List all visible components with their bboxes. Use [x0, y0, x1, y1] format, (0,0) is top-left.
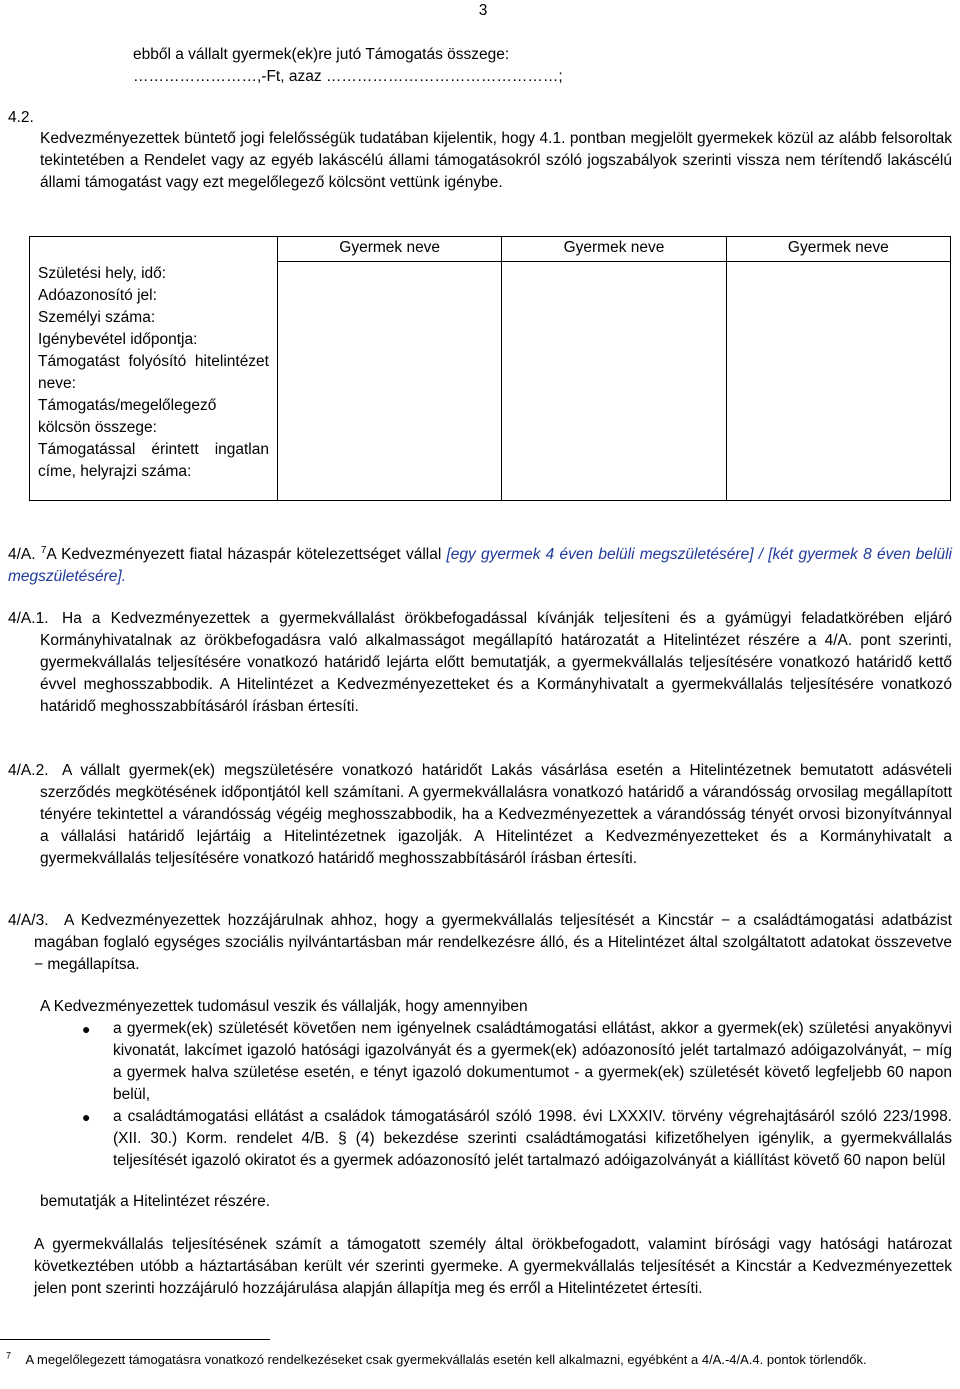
acknowledge-closing: bemutatják a Hitelintézet részére. — [40, 1193, 271, 1210]
footnote-text: A megelőlegezett támogatásra vonatkozó rendelkezéseket csak gyermekvállalás esetén kell alkalmazni, egyébként a 4/A.-4/A.4. pontok törlendők. — [25, 1352, 867, 1367]
row-label-date: Igénybevétel időpontja: — [38, 331, 198, 348]
support-amount-intro — [133, 44, 953, 88]
section-4A2-number: 4/A.2. — [8, 762, 49, 779]
child-name-header-2: Gyermek neve — [502, 237, 726, 262]
section-4A3-text: A Kedvezményezettek hozzájárulnak ahhoz, hogy a gyermekvállalás teljesítését a Kincstár − a családtámogatási adatbázist magában foglaló egységes szociális nyilvántartásban már rendelkezésre álló, és a Hitelintézet által szolgáltatott adatokat összevetve − megállapítsa. — [34, 912, 952, 973]
adoption-paragraph: A gyermekvállalás teljesítésének számít a támogatott személy által örökbefogadott, valamint bírósági vagy hatósági határozat következtében utóbb a háztartásában került vér szerinti gyermeke. A gyermekvállalás teljesítését a Kincstár a Kedvezményezettek jelen pont szerinti hozzájáruló hozzájárulása alapján állapítja meg és erről a Hitelintézetet értesíti. — [34, 1236, 952, 1297]
section-4A-options: [egy gyermek 4 éven belüli megszületésére] / [két gyermek 8 éven belüli megszületésére]. — [8, 546, 952, 585]
section-4A — [8, 544, 952, 588]
row-label-tax-id: Adóazonosító jel: — [38, 287, 157, 304]
child-3-data-cell[interactable] — [726, 262, 950, 501]
bullet-dot-icon: ● — [82, 1021, 91, 1037]
section-4-2-text: Kedvezményezettek büntető jogi felelősségük tudatában kijelentik, hogy 4.1. pontban megjelölt gyermekek közül az alább felsoroltak tekintetében a Rendelet vagy az egyéb lakáscélú állami támogatásokról szóló jogszabályok szerinti vissza nem térítendő lakáscélú állami támogatást vagy ezt megelőlegező kölcsönt vettünk igénybe. — [40, 130, 952, 191]
bullet-text-2: a családtámogatási ellátást a családok támogatásáról szóló 1998. évi LXXXIV. törvény végrehajtásáról szóló 223/1998. (XII. 30.) Korm. rendelet 4/B. § (4) bekezdése szerinti családtámogatási kifizetőhelyen igénylik, a gyermekvállalás teljesítését igazoló okiratot és a gyermek adóazonosító jelét tartalmazó adóigazolványát a kiállítást követő 60 napon belül — [113, 1108, 952, 1169]
bullet-text-1: a gyermek(ek) születését követően nem igényelnek családtámogatási ellátást, akkor a gyermek(ek) születési anyakönyvi kivonatát, lakcímet igazoló hatósági igazolványát és a gyermek(ek) adóazonosító jelét tartalmazó adóigazolványát, − míg a gyermek halva születése esetén, e tényt igazoló dokumentumot - a gyermek(ek) születését követő legfeljebb 60 napon belül, — [113, 1020, 952, 1103]
section-4-2-number: 4.2. — [8, 109, 34, 126]
footnote — [6, 1349, 956, 1370]
bullet-item-1 — [82, 1018, 952, 1106]
section-4A1-number: 4/A.1. — [8, 610, 49, 627]
row-label-personal-id: Személyi száma: — [38, 309, 156, 326]
section-4A2-text: A vállalt gyermek(ek) megszületésére vonatkozó határidőt Lakás vásárlása esetén a Hitelintézetnek bemutatott adásvételi szerződés megkötésének időpontjától kell számítani. A gyermekvállalásra vonatkozó határidő a várandósság orvosilag megállapított tényére tekintettel a várandósság végéig meghosszabbodik, ha a Kedvezményezettek a várandósság tényét orvosi bizonyítvánnyal a vállalási határidő lejártáig a Hitelintézetnek igazolják. A Hitelintézet a Kedvezményezetteket és a Kormányhivatalt a gyermekvállalás teljesítésére vonatkozó határidő meghosszabbításáról írásban értesíti. — [40, 762, 952, 867]
bullet-item-2 — [82, 1106, 952, 1172]
bullet-dot-icon: ● — [82, 1109, 91, 1125]
row-labels-cell — [30, 237, 278, 501]
support-amount-blanks: ……………………,-Ft, azaz ………………………………………; — [133, 68, 563, 85]
acknowledge-bullets — [82, 1018, 952, 1172]
footnote-mark: 7 — [6, 1350, 12, 1361]
child-2-data-cell[interactable] — [502, 262, 726, 501]
row-label-bank: Támogatást folyósító hitelintézet neve: — [38, 353, 269, 392]
row-label-birth: Születési hely, idő: — [38, 265, 167, 282]
row-label-property: Támogatással érintett ingatlan címe, helyrajzi száma: — [38, 441, 269, 480]
child-name-header-3: Gyermek neve — [726, 237, 950, 262]
children-table — [29, 236, 951, 501]
acknowledge-intro: A Kedvezményezettek tudomásul veszik és vállalják, hogy amennyiben — [40, 998, 528, 1015]
row-labels — [30, 237, 277, 483]
section-4A-text: A Kedvezményezett fiatal házaspár kötelezettséget vállal — [46, 546, 447, 563]
child-name-header-1: Gyermek neve — [278, 237, 502, 262]
section-4A3-number: 4/A/3. — [8, 912, 49, 929]
section-4A-number: 4/A. — [8, 546, 36, 563]
child-1-data-cell[interactable] — [278, 262, 502, 501]
support-amount-line: ebből a vállalt gyermek(ek)re jutó Támogatás összege: — [133, 46, 510, 63]
footnote-ref: 7 — [40, 544, 47, 556]
section-4A1-text: Ha a Kedvezményezettek a gyermekvállalást örökbefogadással kívánják teljesíteni és a gyámügyi feladatkörében eljáró Kormányhivatalnak az örökbefogadásra való alkalmasságot megállapító határozatát a Hitelintézet részére a 4/A. pont szerinti, gyermekvállalás teljesítésére vonatkozó határidő lejárta előtt bemutatják, a gyermekvállalás teljesítésére vonatkozó határidő kettő évvel meghosszabbodik. A Hitelintézet a Kedvezményezetteket és a Kormányhivatalt a gyermekvállalás teljesítésére vonatkozó határidő meghosszabbításáról írásban értesíti. — [40, 610, 952, 715]
footnote-divider — [0, 1339, 270, 1340]
page-number: 3 — [478, 2, 488, 19]
row-label-amount: Támogatás/megelőlegező kölcsön összege: — [38, 397, 217, 436]
